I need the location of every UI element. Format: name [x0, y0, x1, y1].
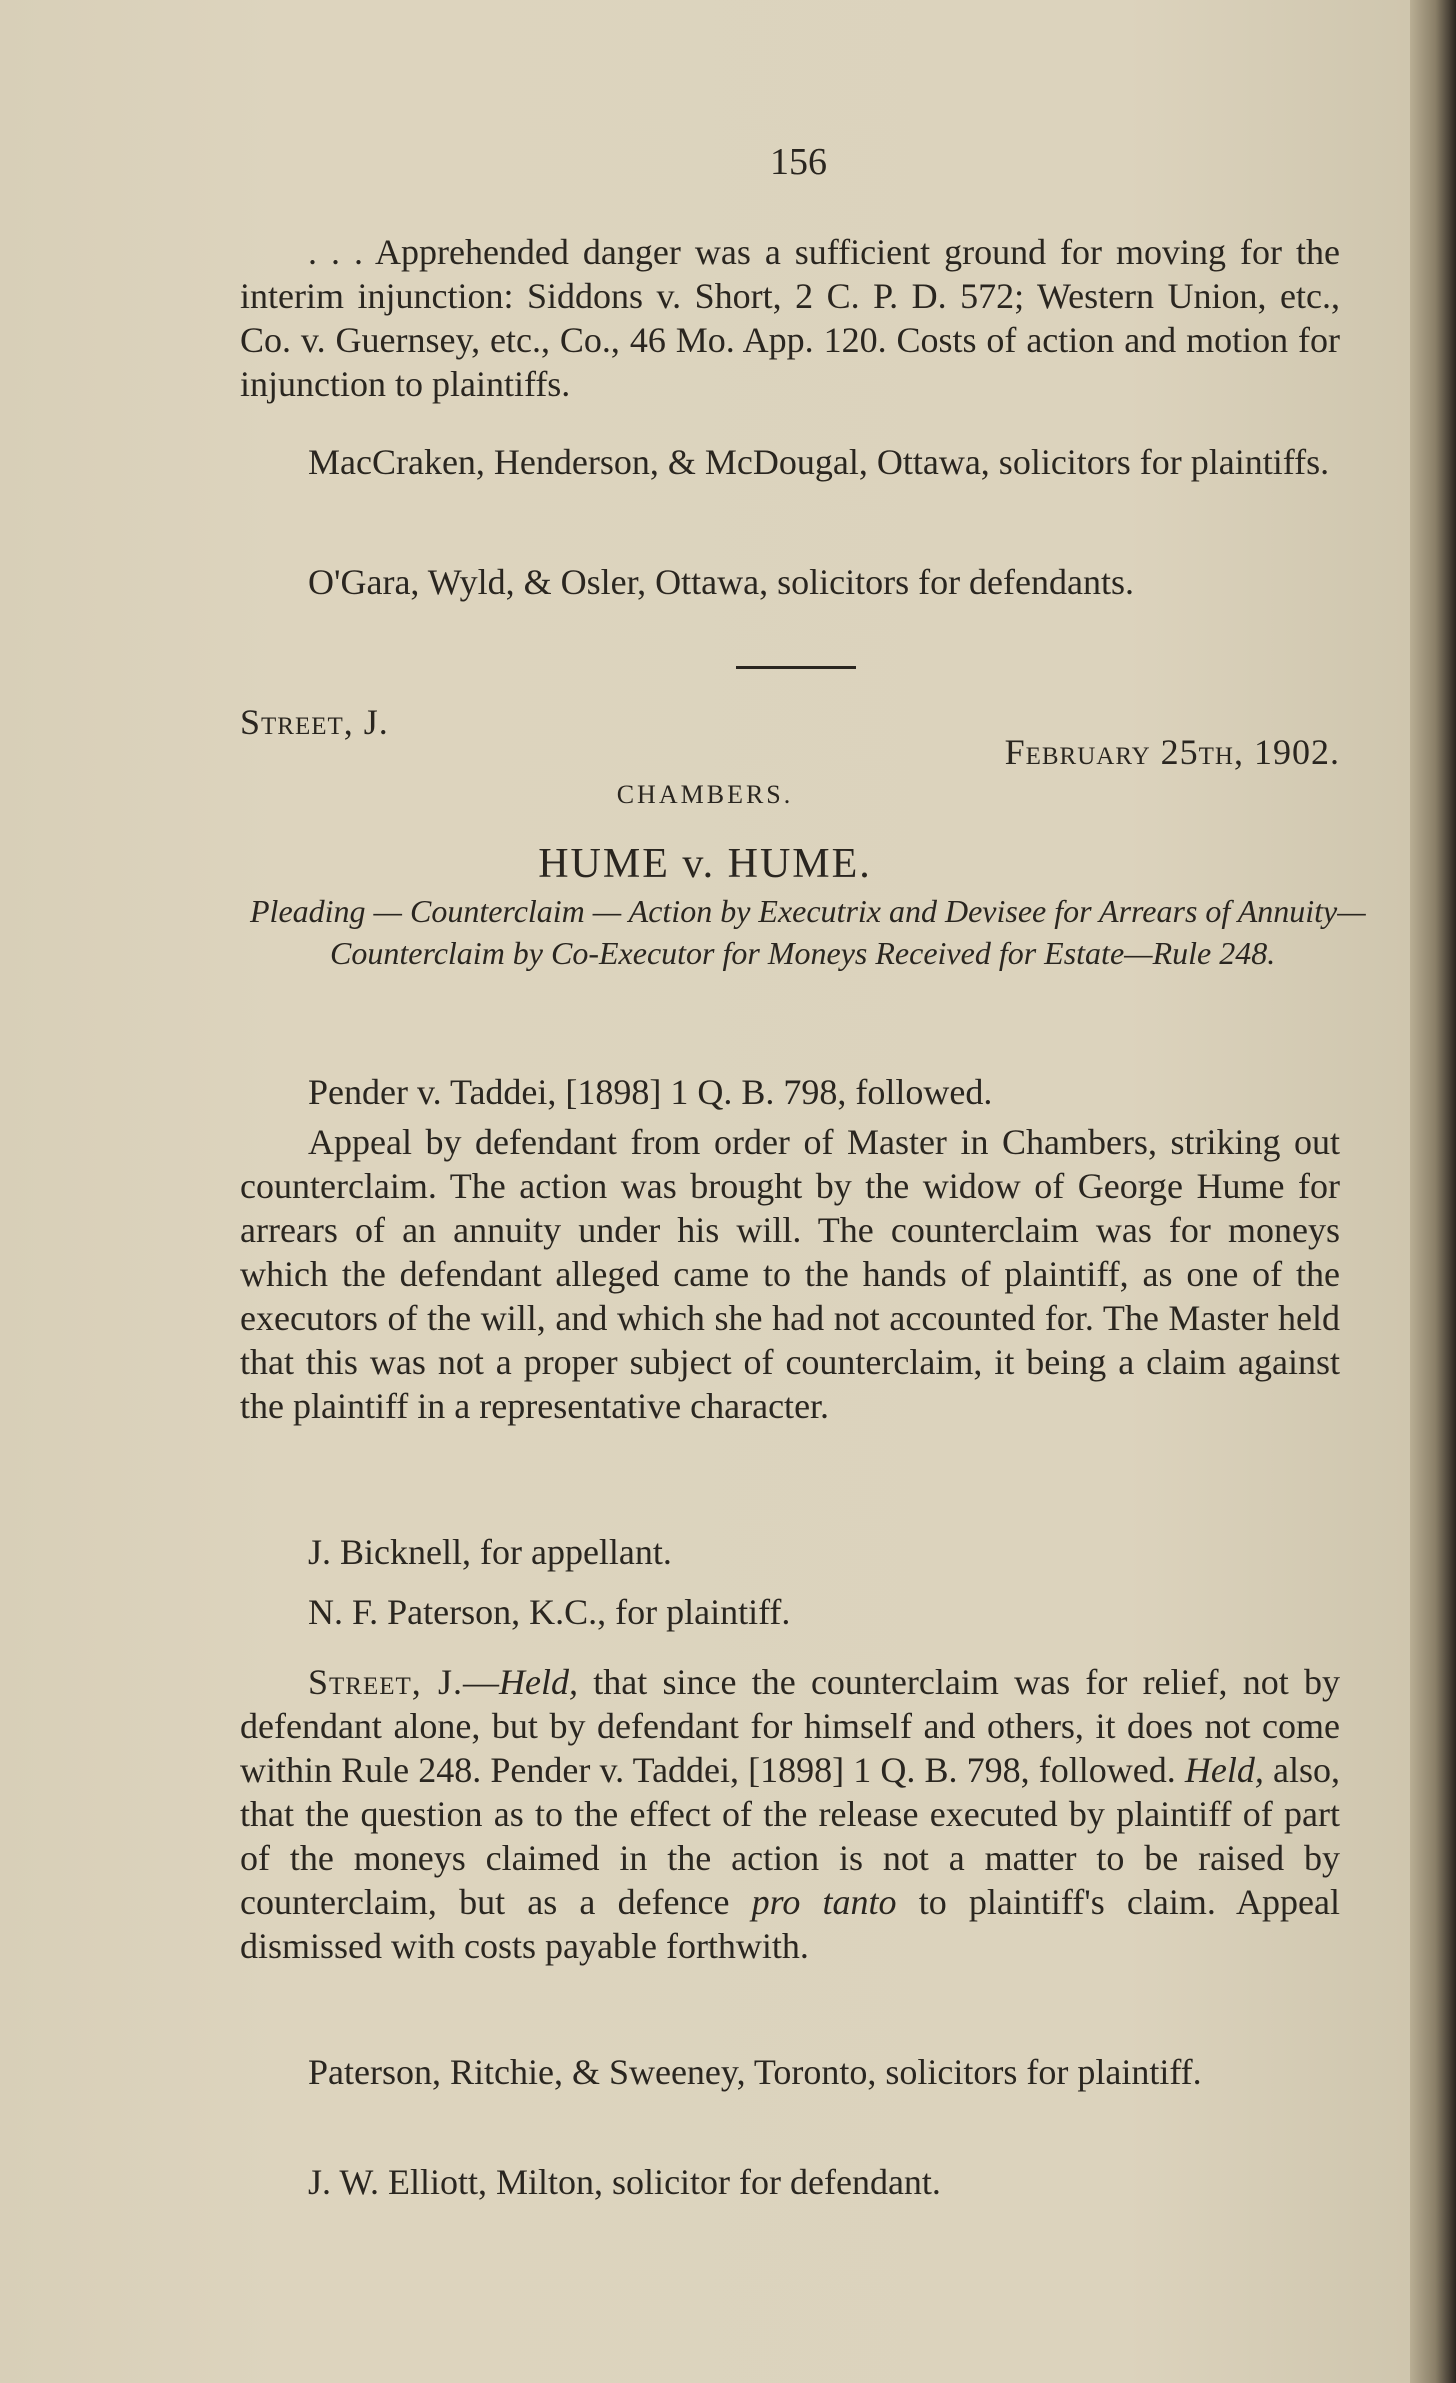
case-title: HUME v. HUME.	[538, 841, 872, 887]
book-spine-shadow	[1410, 0, 1456, 2383]
judgment-part-2: also, that the question as to the effect of the release executed by plaintiff of part of the moneys claimed in the action is not a matter to be raised by counterclaim, but as a defence	[240, 1750, 1340, 1922]
authority: Pender v. Taddei, [1898] 1 Q. B. 798, followed.	[308, 1072, 993, 1112]
judgment-paragraph: Street, J.—Held, that since the counterclaim was for relief, not by defendant alone, but by defendant for himself and others, it does not come within Rule 248. Pender v. Taddei, [1898] 1 Q. B. 798, followed. Held, also, that the question as to the effect of the release executed by plaintiff of part of the moneys claimed in the action is not a matter to be raised by counterclaim, but as a defence pro tanto to plaintiff's claim. Appeal dismissed with costs payable forthwith.	[240, 1662, 1340, 1966]
solicitors-defendants-1: O'Gara, Wyld, & Osler, Ottawa, solicitors for defendants.	[308, 562, 1134, 602]
facts-paragraph: Appeal by defendant from order of Master in Chambers, striking out counterclaim. The action was brought by the widow of George Hume for arrears of an annuity under his will. The counterclaim was for moneys which the defendant alleged came to the hands of plaintiff, as one of the executors of the will, and which she had not accounted for. The Master held that this was not a proper subject of counterclaim, it being a claim against the plaintiff in a representative character.	[240, 1122, 1340, 1426]
page-number: 156	[770, 141, 827, 183]
held-1: Held,	[499, 1662, 579, 1702]
section-divider	[736, 666, 856, 669]
solicitors-plaintiff-2: Paterson, Ritchie, & Sweeney, Toronto, solicitors for plaintiff.	[308, 2052, 1202, 2092]
judgment-part-3: to plaintiff's claim. Appeal dismissed with costs payable forthwith.	[240, 1882, 1340, 1966]
court-name: CHAMBERS.	[616, 780, 794, 809]
counsel-appellant: J. Bicknell, for appellant.	[308, 1532, 672, 1572]
decision-date: February 25th, 1902.	[1004, 732, 1340, 772]
judgment-judge: Street, J.	[308, 1662, 464, 1702]
counsel-plaintiff: N. F. Paterson, K.C., for plaintiff.	[308, 1592, 791, 1632]
pro-tanto: pro tanto	[751, 1882, 897, 1922]
solicitors-plaintiffs-1: MacCraken, Henderson, & McDougal, Ottawa, solicitors for plaintiffs.	[308, 442, 1330, 482]
judge-name: Street, J.	[240, 702, 389, 742]
solicitor-defendant-2: J. W. Elliott, Milton, solicitor for defendant.	[308, 2162, 941, 2202]
judgment-part-1: that since the counterclaim was for relief, not by defendant alone, but by defendant for himself and others, it does not come within Rule 248. Pender v. Taddei, [1898] 1 Q. B. 798, followed.	[240, 1662, 1340, 1790]
headnote: Pleading — Counterclaim — Action by Executrix and Devisee for Arrears of Annuity—Counterclaim by Co-Executor for Moneys Received for Estate—Rule 248.	[250, 893, 1366, 971]
intro-paragraph: . . . Apprehended danger was a sufficient ground for moving for the interim injunction: Siddons v. Short, 2 C. P. D. 572; Western Union, etc., Co. v. Guernsey, etc., Co., 46 Mo. App. 120. Costs of action and motion for injunction to plaintiffs.	[240, 232, 1340, 404]
held-2: Held,	[1184, 1750, 1264, 1790]
